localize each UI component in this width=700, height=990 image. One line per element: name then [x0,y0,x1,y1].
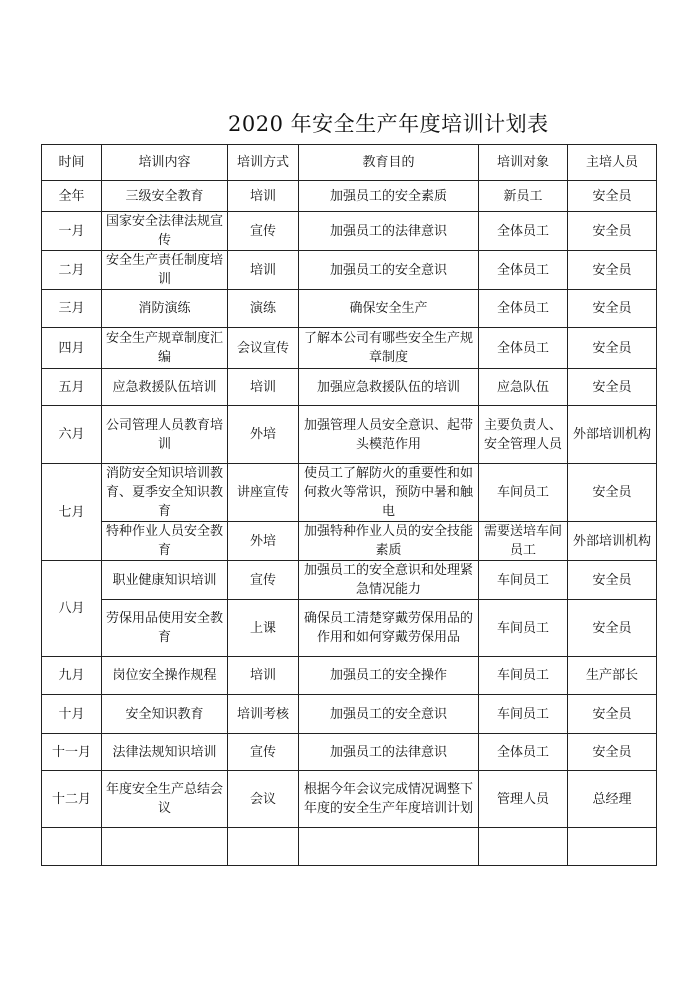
cell-content: 职业健康知识培训 [102,561,228,600]
cell-time: 五月 [42,369,102,406]
cell-method: 培训 [228,251,299,290]
cell-trainer: 安全员 [568,561,657,600]
cell-time: 九月 [42,657,102,695]
cell-purpose: 确保员工清楚穿戴劳保用品的作用和如何穿戴劳保用品 [299,600,479,657]
cell-method: 会议宣传 [228,328,299,369]
cell-method: 上课 [228,600,299,657]
empty-cell [299,828,479,866]
cell-purpose: 确保安全生产 [299,290,479,328]
cell-method: 演练 [228,290,299,328]
page-title: 2020 年安全生产年度培训计划表 [228,112,549,136]
empty-cell [228,828,299,866]
table-row [42,657,657,695]
cell-target: 应急队伍 [479,369,568,406]
training-plan-table [41,144,657,866]
cell-trainer: 生产部长 [568,657,657,695]
cell-target: 车间员工 [479,695,568,734]
cell-purpose: 了解本公司有哪些安全生产规章制度 [299,328,479,369]
cell-content: 劳保用品使用安全教育 [102,600,228,657]
table-row [42,695,657,734]
cell-content: 安全生产规章制度汇编 [102,328,228,369]
cell-target: 全体员工 [479,212,568,251]
empty-cell [102,828,228,866]
table-row [42,522,657,561]
header-content: 培训内容 [102,145,228,181]
cell-purpose: 加强员工的法律意识 [299,212,479,251]
cell-method: 培训考核 [228,695,299,734]
table-header-row [42,145,657,181]
header-trainer: 主培人员 [568,145,657,181]
header-purpose: 教育目的 [299,145,479,181]
cell-method: 外培 [228,522,299,561]
cell-trainer: 安全员 [568,212,657,251]
cell-time: 十月 [42,695,102,734]
cell-method: 宣传 [228,734,299,771]
cell-purpose: 加强员工的安全意识 [299,695,479,734]
table-row [42,464,657,522]
cell-method: 培训 [228,181,299,212]
cell-target: 全体员工 [479,251,568,290]
cell-target: 全体员工 [479,328,568,369]
cell-method: 会议 [228,771,299,828]
cell-trainer: 安全员 [568,290,657,328]
cell-purpose: 加强管理人员安全意识、起带头模范作用 [299,406,479,464]
cell-trainer: 安全员 [568,600,657,657]
cell-purpose: 加强特种作业人员的安全技能素质 [299,522,479,561]
header-time: 时间 [42,145,102,181]
cell-purpose: 加强员工的安全意识 [299,251,479,290]
cell-purpose: 使员工了解防火的重要性和如何救火等常识，预防中暑和触电 [299,464,479,522]
table-row [42,771,657,828]
cell-method: 培训 [228,369,299,406]
cell-purpose: 根据今年会议完成情况调整下年度的安全生产年度培训计划 [299,771,479,828]
table-row [42,406,657,464]
cell-purpose: 加强员工的安全操作 [299,657,479,695]
cell-target: 新员工 [479,181,568,212]
cell-target: 主要负责人、安全管理人员 [479,406,568,464]
cell-time: 八月 [42,561,102,657]
cell-time: 三月 [42,290,102,328]
empty-cell [479,828,568,866]
table-row [42,290,657,328]
cell-content: 年度安全生产总结会议 [102,771,228,828]
cell-content: 应急救援队伍培训 [102,369,228,406]
cell-content: 安全生产责任制度培训 [102,251,228,290]
cell-content: 三级安全教育 [102,181,228,212]
cell-trainer: 总经理 [568,771,657,828]
cell-target: 车间员工 [479,657,568,695]
table-row [42,734,657,771]
empty-cell [568,828,657,866]
cell-content: 国家安全法律法规宣传 [102,212,228,251]
table-row [42,251,657,290]
table-row [42,212,657,251]
cell-purpose: 加强员工的安全意识和处理紧急情况能力 [299,561,479,600]
cell-purpose: 加强员工的法律意识 [299,734,479,771]
cell-content: 岗位安全操作规程 [102,657,228,695]
cell-target: 管理人员 [479,771,568,828]
cell-trainer: 安全员 [568,464,657,522]
cell-target: 全体员工 [479,734,568,771]
cell-purpose: 加强应急救援队伍的培训 [299,369,479,406]
cell-trainer: 安全员 [568,328,657,369]
cell-time: 七月 [42,464,102,561]
header-method: 培训方式 [228,145,299,181]
cell-trainer: 安全员 [568,695,657,734]
cell-content: 消防安全知识培训教育、夏季安全知识教育 [102,464,228,522]
cell-trainer: 外部培训机构 [568,406,657,464]
cell-method: 培训 [228,657,299,695]
cell-trainer: 安全员 [568,251,657,290]
empty-row [42,828,657,866]
cell-target: 车间员工 [479,561,568,600]
cell-method: 宣传 [228,212,299,251]
cell-target: 全体员工 [479,290,568,328]
cell-trainer: 安全员 [568,734,657,771]
table-row [42,181,657,212]
table-row [42,328,657,369]
cell-trainer: 安全员 [568,181,657,212]
cell-purpose: 加强员工的安全素质 [299,181,479,212]
cell-content: 法律法规知识培训 [102,734,228,771]
cell-content: 安全知识教育 [102,695,228,734]
cell-time: 一月 [42,212,102,251]
cell-time: 六月 [42,406,102,464]
table-row [42,561,657,600]
cell-content: 特种作业人员安全教育 [102,522,228,561]
cell-method: 外培 [228,406,299,464]
cell-time: 十二月 [42,771,102,828]
cell-method: 宣传 [228,561,299,600]
header-target: 培训对象 [479,145,568,181]
cell-content: 消防演练 [102,290,228,328]
cell-target: 车间员工 [479,600,568,657]
cell-time: 四月 [42,328,102,369]
cell-time: 二月 [42,251,102,290]
empty-cell [42,828,102,866]
cell-trainer: 外部培训机构 [568,522,657,561]
cell-target: 车间员工 [479,464,568,522]
cell-content: 公司管理人员教育培训 [102,406,228,464]
table-row [42,600,657,657]
cell-trainer: 安全员 [568,369,657,406]
table-row [42,369,657,406]
cell-method: 讲座宣传 [228,464,299,522]
cell-target: 需要送培车间员工 [479,522,568,561]
cell-time: 全年 [42,181,102,212]
cell-time: 十一月 [42,734,102,771]
